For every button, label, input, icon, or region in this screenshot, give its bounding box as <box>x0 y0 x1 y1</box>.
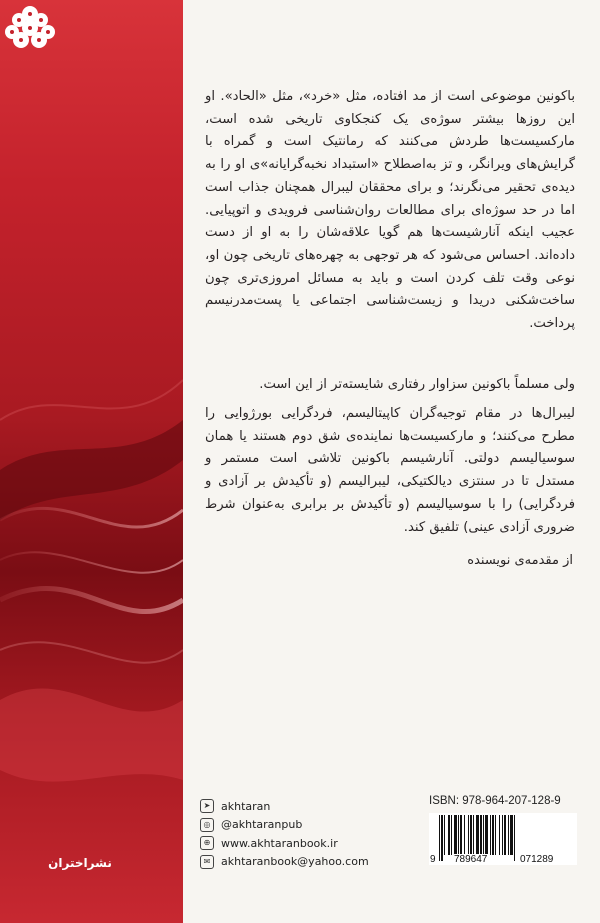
red-spine-panel <box>0 0 183 923</box>
barcode <box>429 813 577 865</box>
contact-instagram[interactable] <box>200 816 420 835</box>
contact-text: www.akhtaranbook.ir <box>221 836 338 850</box>
barcode-bars <box>429 813 577 865</box>
paragraph-text: لیبرال‌ها در مقام توجیه‌گران کاپیتالیسم، فردگرایی بورژوایی را مطرح می‌کنند؛ و مارکسیست‌ها نماینده‌ی شق دوم هستند یا همان سوسیالیسم دولتی. آنارشیسم باکونین تلاشی است مستمر و مستدل تا در سنتزی دیالکتیکی، لیبرالیسم (و تأکیدش بر آزادی و فردگرایی) را با سوسیالیسم (و تأکیدش بر برابری به‌عنوان شرط ضروری آزادی عینی) تلفیق کند. <box>205 406 575 535</box>
web-icon: ⊕ <box>200 836 214 850</box>
telegram-icon: ➤ <box>200 799 214 813</box>
paragraph-text: باکونین موضوعی است از مد افتاده، مثل «خرد»، مثل «الحاد». او این روزها بیشتر سوژه‌ی یک کنجکاوی تاریخی شده است، مارکسیست‌ها طردش می‌کنند که رمانتیک است و گمراه با گرایش‌های ویرانگر، و تز به‌اصطلاح «استبداد نخبه‌گرایانه»ی او را به دیده‌ی تحقیر می‌نگرند؛ و برای محققان لیبرال همچنان جذاب است اما در حد سوژه‌ای برای مطالعات روان‌شناسی فرویدی و اتوپیایی. عجیب اینکه آنارشیست‌ها هم گویا علاقه‌شان را به او از دست داده‌اند. احساس می‌شود که هر توجهی به چهره‌های تاریخی چون او، نوعی وقت تلف کردن است و باید به مسائل امروزی‌تری چون ساخت‌شکنی دریدا و زیست‌شناسی اجتماعی یا پست‌مدرنیسم پرداخت. <box>205 89 575 332</box>
barcode-right-group: 071289 <box>520 854 554 865</box>
source-attribution: از مقدمه‌ی نویسنده <box>467 553 573 568</box>
publisher-name: نشراختران <box>48 856 112 870</box>
contact-text: akhtaranbook@yahoo.com <box>221 855 369 869</box>
isbn-text: ISBN: 978-964-207-128-9 <box>429 795 561 807</box>
paragraph-text: ولی مسلماً باکونین سزاوار رفتاری شایسته‌تر از این است. <box>259 377 575 392</box>
contact-list <box>200 797 420 871</box>
contact-text: akhtaran <box>221 799 271 813</box>
contact-website[interactable] <box>200 834 420 853</box>
blurb-paragraph-3 <box>205 403 575 539</box>
barcode-first-digit: 9 <box>430 854 436 865</box>
instagram-icon: ◎ <box>200 818 214 832</box>
barcode-left-group: 789647 <box>454 854 488 865</box>
publisher-logo-icon <box>0 0 60 60</box>
contact-text: @akhtaranpub <box>221 818 303 832</box>
email-icon: ✉ <box>200 855 214 869</box>
contact-telegram[interactable] <box>200 797 420 816</box>
wave-pattern <box>0 0 183 923</box>
contact-email[interactable] <box>200 853 420 872</box>
blurb-paragraph-2 <box>205 374 575 397</box>
blurb-paragraph-1 <box>205 86 575 336</box>
